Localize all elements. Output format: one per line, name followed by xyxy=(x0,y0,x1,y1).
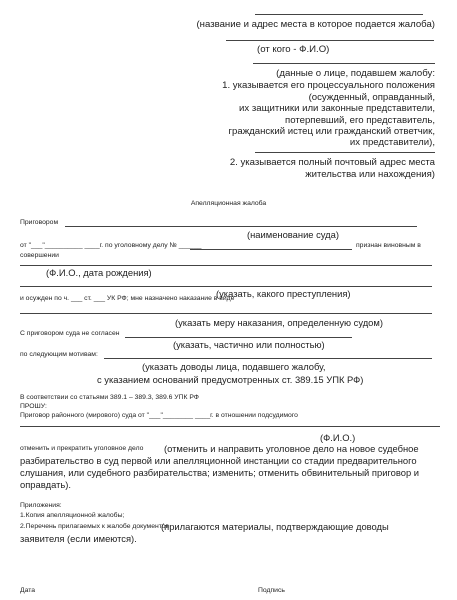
item1-line-5: гражданский истец или гражданский ответчик, xyxy=(228,126,435,137)
attachments-label: Приложения: xyxy=(20,502,62,509)
found-guilty-text: признан виновным в xyxy=(356,242,421,249)
court-name-hint: (название и адрес места в которое подается жалоба) xyxy=(196,19,435,30)
cancel-rest-2: разбирательство в суд первой или апелляционной инстанции со стадии предварительного xyxy=(20,455,417,466)
item1-line-3: их защитники или законные представители, xyxy=(239,103,435,114)
court-line xyxy=(65,226,417,227)
cancel-prefix: отменить и прекратить уголовное дело xyxy=(20,445,144,452)
item1-line-6: их представители), xyxy=(349,137,435,148)
reasons-hint-2: с указанием оснований предусмотренных ст. 389.15 УПК РФ) xyxy=(97,374,364,385)
punishment-hint: (указать меру наказания, определенную судом) xyxy=(175,317,383,328)
crime-hint: (указать, какого преступления) xyxy=(216,288,351,299)
item1-line-2: (осужденный, оправданный, xyxy=(308,92,435,103)
disagree-line xyxy=(125,337,352,338)
cancel-rest-4: оправдать). xyxy=(20,479,71,490)
item2-line xyxy=(255,152,435,153)
date-label: Дата xyxy=(20,587,36,594)
request-label: ПРОШУ: xyxy=(20,403,47,410)
from-hint: (от кого - Ф.И.О) xyxy=(257,44,330,55)
from-line xyxy=(226,40,434,41)
court-hint: (наименование суда) xyxy=(247,229,339,240)
crime-line xyxy=(20,286,432,287)
fio-dob-hint: (Ф.И.О., дата рождения) xyxy=(46,267,152,278)
item2-line-1: 2. указывается полный почтовый адрес места xyxy=(229,157,435,168)
verdict-label: Приговором xyxy=(20,219,59,226)
item1-line-1: 1. указывается его процессуального положения xyxy=(222,80,435,91)
item2-line-2: жительства или нахождения) xyxy=(305,169,435,180)
document-title: Апелляционная жалоба xyxy=(190,200,267,207)
attachment-item-2-rest-2: заявителя (если имеются). xyxy=(20,533,137,544)
articles-line: В соответствии со статьями 389.1 – 389.3, 389.6 УПК РФ xyxy=(20,394,199,401)
cancel-rest-1: (отменить и направить уголовное дело на новое судебное xyxy=(164,443,419,454)
attachment-item-1: 1.Копия апелляционной жалобы; xyxy=(20,512,125,519)
case-line xyxy=(190,249,352,250)
request-line: Приговор районного (мирового) суда от "___"________ ____г. в отношении подсудимого xyxy=(20,412,298,419)
fio-line xyxy=(20,265,432,266)
cancel-rest-3: слушания, или судебного разбирательства; изменить; отменить обвинительный приговор и xyxy=(20,467,420,478)
date-line: от "___"__________ ____г. по уголовному делу № ______ xyxy=(20,242,202,249)
court-name-line xyxy=(255,14,423,15)
punishment-line xyxy=(20,313,432,314)
fully-partially-hint: (указать, частично или полностью) xyxy=(173,339,325,350)
reasons-label: по следующим мотивам: xyxy=(20,351,98,358)
reasons-line xyxy=(104,358,432,359)
attachment-item-2-rest-1: (прилагаются материалы, подтверждающие доводы xyxy=(161,521,389,532)
reasons-hint-1: (указать доводы лица, подавшего жалобу, xyxy=(142,361,326,372)
commission-text: совершении xyxy=(20,252,59,259)
disagree-label: С приговором суда не согласен xyxy=(20,330,120,337)
person-data-line xyxy=(253,63,435,64)
sentenced-line: и осужден по ч. ___ ст. ___ УК РФ; мне назначено наказание в виде xyxy=(20,295,235,302)
fio-hint: (Ф.И.О.) xyxy=(320,432,356,443)
defendant-line xyxy=(20,426,440,427)
signature-label: Подпись xyxy=(258,587,285,594)
item1-line-4: потерпевший, его представитель, xyxy=(285,115,435,126)
attachment-item-2-prefix: 2.Перечень прилагаемых к жалобе документов xyxy=(20,523,170,530)
person-data-intro: (данные о лице, подавшем жалобу: xyxy=(276,68,435,79)
